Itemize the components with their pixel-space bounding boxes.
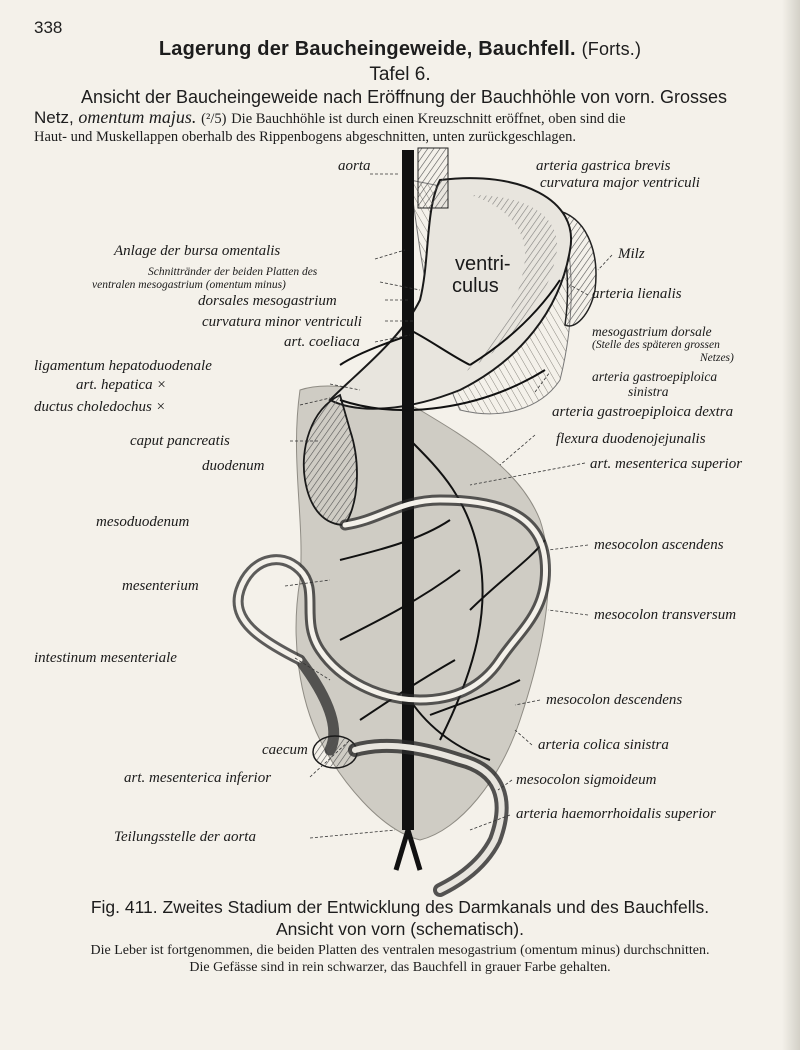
caption-line-2: Ansicht von vorn (schematisch). <box>275 919 524 939</box>
label-art-mesenterica-inferior: art. mesenterica inferior <box>124 770 272 786</box>
leader-flexura <box>500 435 535 465</box>
label-arteria-haemorrhoidalis: arteria haemorrhoidalis superior <box>516 806 716 822</box>
label-gastroepiploica-sinistra-1: arteria gastroepiploica <box>592 369 718 384</box>
label-dorsales-mesogastrium: dorsales mesogastrium <box>198 293 337 309</box>
intro-paragraph <box>34 87 774 145</box>
label-mesenterium: mesenterium <box>122 578 199 594</box>
leader-milz <box>598 255 612 270</box>
label-teilungsstelle-aorta: Teilungsstelle der aorta <box>114 829 256 845</box>
stomach-label-2: culus <box>452 275 499 297</box>
label-art-coeliaca: art. coeliaca <box>284 334 360 350</box>
label-arteria-gastrica-brevis: arteria gastrica brevis <box>536 158 671 174</box>
label-arteria-lienalis: arteria lienalis <box>592 286 682 302</box>
label-arteria-colica-sinistra: arteria colica sinistra <box>538 737 669 753</box>
label-caecum: caecum <box>262 742 308 758</box>
intro-line-1: Ansicht der Baucheingeweide nach Eröffnung der Bauchhöhle von vorn. Grosses <box>80 87 728 107</box>
label-stelle-grossen-netzes-1: (Stelle des späteren grossen <box>592 339 720 351</box>
label-mesocolon-ascendens: mesocolon ascendens <box>594 537 724 553</box>
label-art-hepatica: art. hepatica × <box>76 377 167 393</box>
intro-line-3: Haut- und Muskellappen oberhalb des Rippenbogens abgeschnitten, unten zurückgeschlagen. <box>34 129 576 145</box>
leader-colica <box>515 730 532 745</box>
aorta <box>402 150 414 830</box>
anatomy-figure <box>0 140 800 900</box>
label-caput-pancreatis: caput pancreatis <box>130 433 230 449</box>
label-schnittraender-1: Schnittränder der beiden Platten des <box>148 266 318 278</box>
label-mesocolon-transversum: mesocolon transversum <box>594 607 737 623</box>
caption-line-3: Die Leber ist fortgenommen, die beiden Platten des ventralen mesogastrium (omentum minus) durchschnitten. <box>90 943 710 958</box>
intro-netz: Netz, <box>34 108 74 127</box>
leader-bursa <box>375 250 405 259</box>
label-lig-hepatoduodenale: ligamentum hepatoduodenale <box>34 358 212 374</box>
caption-notes <box>10 942 790 976</box>
label-flexura-duodenojejunalis: flexura duodenojejunalis <box>556 431 706 447</box>
label-schnittraender-2: ventralen mesogastrium (omentum minus) <box>92 279 286 291</box>
page-number: 338 <box>34 18 63 37</box>
label-gastroepiploica-dextra: arteria gastroepiploica dextra <box>552 404 734 420</box>
intro-term: omentum majus. <box>78 107 197 127</box>
label-bursa-omentalis: Anlage der bursa omentalis <box>114 243 281 259</box>
label-mesogastrium-dorsale: mesogastrium dorsale <box>592 324 712 339</box>
label-aorta: aorta <box>338 158 371 174</box>
label-mesocolon-descendens: mesocolon descendens <box>546 692 683 708</box>
label-milz: Milz <box>618 246 645 262</box>
leader-transversum <box>548 610 588 615</box>
plate-label: Tafel 6. <box>369 64 431 85</box>
label-curvatura-major: curvatura major ventriculi <box>540 175 700 191</box>
intro-rest: Die Bauchhöhle ist durch einen Kreuzschnitt eröffnet, oben sind die <box>231 111 626 127</box>
label-ductus-choledochus: ductus choledochus × <box>34 399 166 415</box>
stomach-label-1: ventri- <box>455 253 511 275</box>
label-art-mesenterica-superior: art. mesenterica superior <box>590 456 743 472</box>
label-duodenum: duodenum <box>202 458 265 474</box>
label-mesoduodenum: mesoduodenum <box>96 514 190 530</box>
label-intestinum-mesenteriale: intestinum mesenteriale <box>34 650 177 666</box>
chapter-title-text: Lagerung der Baucheingeweide, Bauchfell. <box>158 38 576 60</box>
leader-ascendens <box>548 545 588 550</box>
label-mesocolon-sigmoideum: mesocolon sigmoideum <box>516 772 657 788</box>
esophagus <box>418 148 448 208</box>
caption-line-4: Die Gefässe sind in rein schwarzer, das Bauchfell in grauer Farbe gehalten. <box>189 960 611 975</box>
intro-scale: (²/5) <box>201 111 227 127</box>
chapter-title <box>0 38 800 61</box>
chapter-title-suffix: (Forts.) <box>581 39 642 59</box>
caption-line-1: Fig. 411. Zweites Stadium der Entwicklung des Darmkanals und des Bauchfells. <box>90 897 710 917</box>
label-stelle-grossen-netzes-2: Netzes) <box>700 352 734 364</box>
leader-teilung <box>310 830 395 838</box>
label-curvatura-minor: curvatura minor ventriculi <box>202 314 362 330</box>
label-gastroepiploica-sinistra-2: sinistra <box>628 384 669 399</box>
